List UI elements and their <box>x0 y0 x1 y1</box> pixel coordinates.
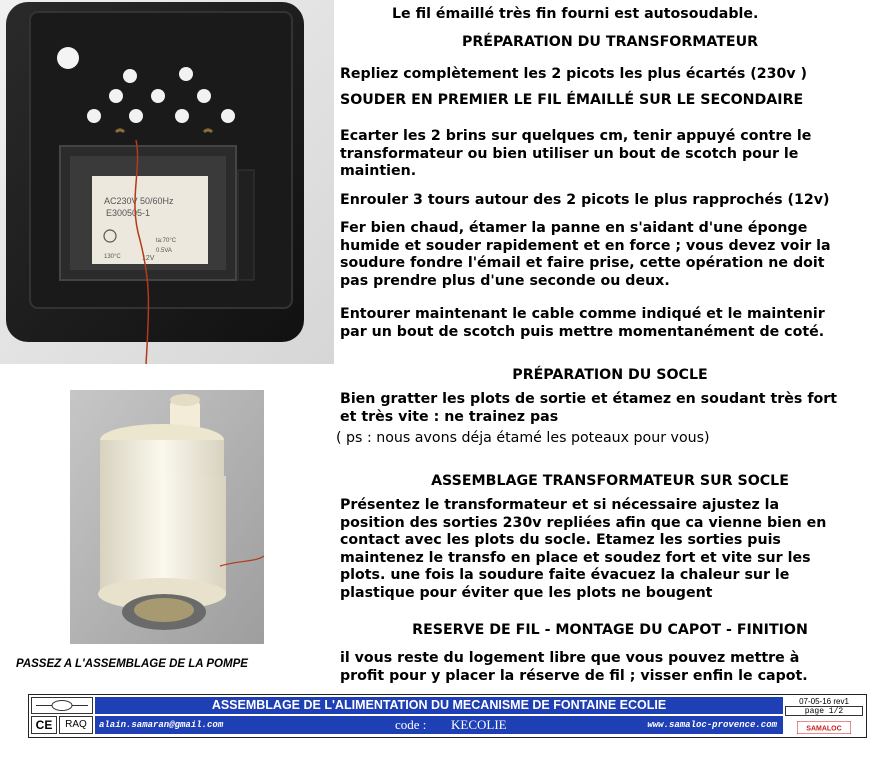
footer-title-block <box>28 694 867 738</box>
ce-mark: CE <box>31 716 57 734</box>
line: Fer bien chaud, étamer la panne en s'aidant d'une éponge <box>340 220 808 236</box>
line: il vous reste du logement libre que vous pouvez mettre à <box>340 650 800 666</box>
brand-text: SAMALOC <box>806 725 842 733</box>
para-wind-turns: Enrouler 3 tours autour des 2 picots le plus rapprochés (12v) <box>340 192 830 208</box>
heading-transformer-prep: PRÉPARATION DU TRANSFORMATEUR <box>461 34 759 50</box>
photo-base-socle <box>70 390 264 644</box>
line: plots. une fois la soudure faite évacuez la chaleur sur le <box>340 567 790 583</box>
line: maintien. <box>340 163 417 179</box>
line: contact avec les plots du socle. Etamez les sorties puis <box>340 532 781 548</box>
para-spread-strands <box>340 128 811 181</box>
footer-title: ASSEMBLAGE DE L'ALIMENTATION DU MECANISME DE FONTAINE ECOLIE <box>95 697 783 714</box>
line: pas prendre plus d'une seconde ou deux. <box>340 272 670 289</box>
para-wrap-cable <box>340 306 825 341</box>
line: transformateur ou bien utiliser un bout de scotch pour le <box>340 145 799 162</box>
footer-website: www.samaloc-provence.com <box>647 720 777 730</box>
raq-label: RAQ <box>59 716 93 734</box>
para-soldering-iron <box>340 220 831 290</box>
line: soudure fondre l'émail et faire prise, cette opération ne doit <box>340 255 825 271</box>
line: par un bout de scotch puis mettre momentanément de coté. <box>340 323 825 340</box>
line: Entourer maintenant le cable comme indiqué et le maintenir <box>340 306 825 322</box>
para-solder-first: SOUDER EN PREMIER LE FIL ÉMAILLÉ SUR LE SECONDAIRE <box>340 92 804 108</box>
intro-text: Le fil émaillé très fin fourni est autosoudable. <box>392 6 759 22</box>
line: profit pour y placer la réserve de fil ; visser enfin le capot. <box>340 667 808 684</box>
caption-next-step: PASSEZ A L'ASSEMBLAGE DE LA POMPE <box>16 658 248 670</box>
brand-logo <box>797 719 851 732</box>
para-assembly <box>340 497 826 602</box>
line: position des sorties 230v repliées afin que ca vienne bien en <box>340 514 827 531</box>
transformer-label-line1: AC230V 50/60Hz <box>104 196 174 206</box>
transformer-label-line2: E300505-1 <box>106 208 151 218</box>
logo-icon <box>31 697 93 714</box>
para-fold-pins: Repliez complètement les 2 picots les plus écartés (230v ) <box>340 66 808 82</box>
para-scrape-pads <box>340 391 837 426</box>
footer-info-bar <box>95 716 783 734</box>
svg-text:130°C: 130°C <box>104 254 121 260</box>
heading-assembly: ASSEMBLAGE TRANSFORMATEUR SUR SOCLE <box>431 473 789 489</box>
footer-revision: 07-05-16 rev1 <box>785 697 863 706</box>
line: Ecarter les 2 brins sur quelques cm, tenir appuyé contre le <box>340 128 812 144</box>
para-wire-reserve <box>340 650 808 685</box>
footer-code-label: code : <box>395 717 427 732</box>
svg-text:ta:70°C: ta:70°C <box>156 238 177 244</box>
footer-page-number: page 1/2 <box>785 706 863 716</box>
line: maintenez le transfo en place et soudez fort et vite sur les <box>340 549 811 566</box>
para-ps-note: ( ps : nous avons déja étamé les poteaux pour vous) <box>336 430 710 446</box>
footer-email: alain.samaran@gmail.com <box>99 720 224 730</box>
line: humide et souder rapidement et en force ; vous devez voir la <box>340 237 831 254</box>
svg-text:12V: 12V <box>142 255 155 262</box>
line: Présentez le transformateur et si nécessaire ajustez la <box>340 497 780 513</box>
heading-wire-reserve: RESERVE DE FIL - MONTAGE DU CAPOT - FINITION <box>412 622 808 638</box>
heading-base-prep: PRÉPARATION DU SOCLE <box>512 367 708 383</box>
photo-transformer-housing <box>0 0 334 364</box>
svg-text:0.5VA: 0.5VA <box>156 248 172 254</box>
line: Bien gratter les plots de sortie et étamez en soudant très fort <box>340 391 838 407</box>
line: plastique pour éviter que les plots ne bougent <box>340 584 713 601</box>
footer-code-value: KECOLIE <box>451 717 507 732</box>
line: et très vite : ne trainez pas <box>340 408 559 425</box>
